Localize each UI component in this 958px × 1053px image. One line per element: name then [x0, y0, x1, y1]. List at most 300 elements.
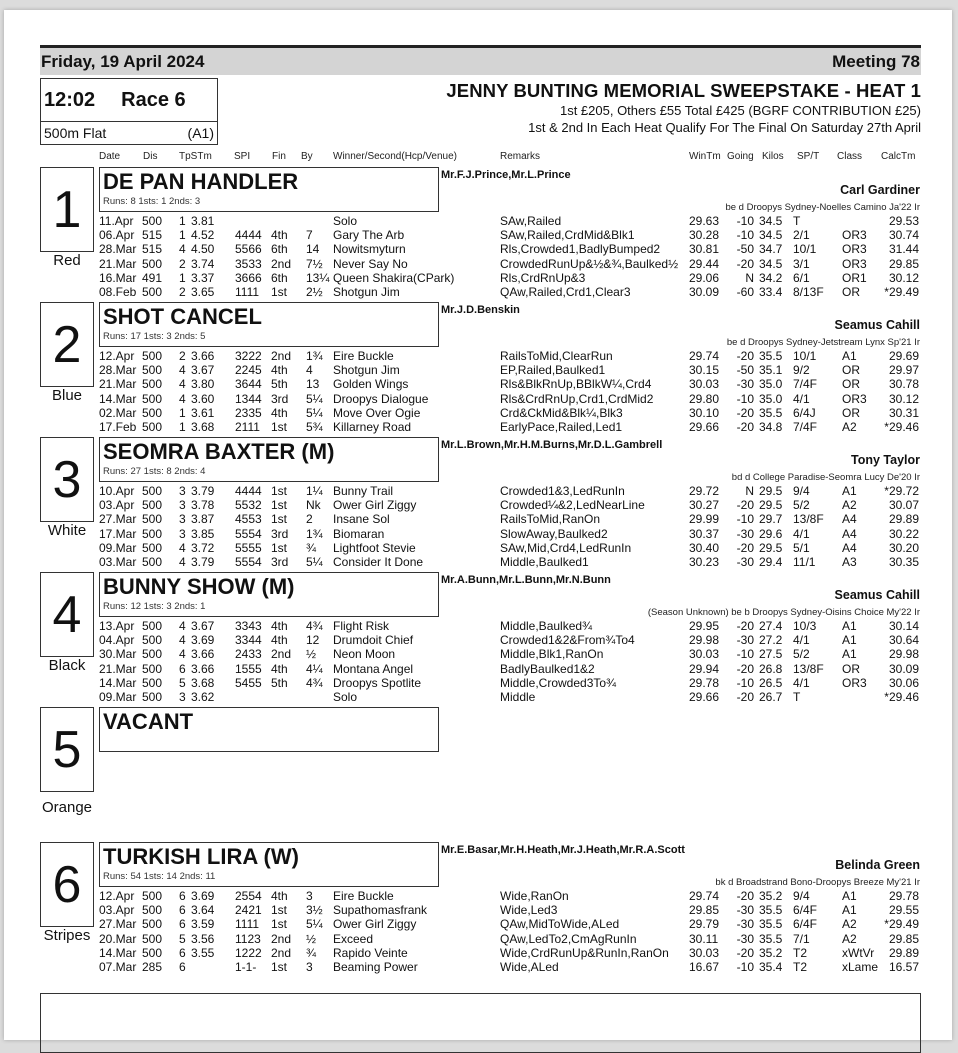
form-weight: 34.5	[759, 228, 783, 243]
form-sectional: 3.65	[191, 284, 215, 299]
form-finish: 4th	[271, 889, 288, 903]
form-finish: 1st	[271, 498, 288, 513]
form-weight: 27.5	[759, 647, 783, 662]
form-trap: 2	[179, 256, 186, 271]
form-class: OR	[842, 363, 860, 378]
form-date: 28.Mar	[99, 242, 137, 257]
col-spt: SP/T	[797, 151, 820, 162]
form-win-time: 30.03	[689, 377, 720, 392]
form-winner: Eire Buckle	[333, 349, 394, 363]
col-kilos: Kilos	[762, 151, 784, 162]
form-table	[99, 349, 921, 434]
form-sectional: 3.69	[191, 633, 215, 648]
form-class: OR3	[842, 228, 867, 243]
dog-name: BUNNY SHOW (M)	[103, 574, 295, 599]
owners: Mr.A.Bunn,Mr.L.Bunn,Mr.N.Bunn	[441, 574, 611, 586]
form-distance: 500	[142, 689, 163, 704]
col-winner: Winner/Second(Hcp/Venue)	[333, 151, 457, 162]
dog-name-box	[99, 707, 439, 752]
meeting-date: Friday, 19 April 2024	[41, 51, 205, 71]
form-distance-beaten: 5¾	[306, 419, 323, 434]
form-date: 17.Feb	[99, 419, 137, 434]
form-win-time: 29.94	[689, 661, 720, 676]
form-table	[99, 889, 921, 974]
form-remarks: Middle,Blk1,RanOn	[500, 647, 604, 662]
form-distance: 500	[142, 512, 163, 527]
form-row	[99, 960, 921, 974]
form-win-time: 29.72	[689, 484, 720, 498]
form-starting-price: 5/2	[793, 647, 810, 662]
form-row	[99, 541, 921, 555]
form-going: -10	[736, 391, 754, 406]
form-date: 03.Apr	[99, 498, 135, 513]
form-weight: 27.2	[759, 633, 783, 648]
form-class: OR	[842, 284, 860, 299]
form-going: -30	[736, 554, 754, 569]
form-finish: 4th	[271, 619, 288, 633]
form-winner: Killarney Road	[333, 419, 412, 434]
form-weight: 29.5	[759, 540, 783, 555]
form-winner: Ower Girl Ziggy	[333, 498, 417, 513]
form-winner: Drumdoit Chief	[333, 633, 414, 648]
form-split-positions: 1111	[235, 917, 260, 932]
form-class: A2	[842, 931, 857, 946]
form-weight: 35.2	[759, 889, 783, 903]
form-date: 09.Mar	[99, 540, 137, 555]
form-weight: 26.7	[759, 689, 783, 704]
form-winner: Never Say No	[333, 256, 408, 271]
form-finish: 2nd	[271, 349, 292, 363]
form-row	[99, 242, 921, 256]
form-split-positions: 5554	[235, 554, 262, 569]
form-winner: Montana Angel	[333, 661, 414, 676]
form-trap: 4	[179, 647, 186, 662]
form-remarks: Crowded1&2&From¾To4	[500, 633, 635, 648]
form-class: A1	[842, 484, 857, 498]
form-distance: 500	[142, 661, 163, 676]
form-win-time: 29.80	[689, 391, 720, 406]
form-calc-time: 29.69	[888, 349, 919, 363]
form-win-time: 29.95	[689, 619, 720, 633]
form-trap: 6	[179, 917, 186, 932]
form-split-positions: 4444	[235, 484, 262, 498]
form-starting-price: 6/4F	[793, 917, 818, 932]
form-starting-price: 8/13F	[793, 284, 824, 299]
form-distance: 515	[142, 228, 163, 243]
form-split-positions: 2421	[235, 903, 262, 918]
form-remarks: Crd&CkMid&Blk¼,Blk3	[500, 405, 623, 420]
form-win-time: 29.66	[689, 689, 720, 704]
form-starting-price: 9/4	[793, 484, 810, 498]
trap-colour: Blue	[51, 387, 83, 404]
form-distance-beaten: 7	[306, 228, 313, 243]
form-calc-time: 30.07	[888, 498, 919, 513]
dog-name: SHOT CANCEL	[103, 304, 262, 329]
trainer: Carl Gardiner	[840, 183, 920, 197]
form-winner: Flight Risk	[333, 619, 390, 633]
form-going: -20	[736, 405, 754, 420]
form-trap: 3	[179, 512, 186, 527]
form-going: N	[745, 484, 754, 498]
trainer: Tony Taylor	[851, 453, 920, 467]
trap-number: 4	[40, 572, 94, 657]
form-sectional: 3.56	[191, 931, 215, 946]
form-calc-time: 30.74	[888, 228, 919, 243]
form-winner: Beaming Power	[333, 959, 418, 974]
col-date: Date	[99, 151, 121, 162]
meeting-number: Meeting 78	[832, 51, 920, 71]
form-trap: 2	[179, 284, 186, 299]
form-win-time: 29.78	[689, 675, 720, 690]
trap-colour: Black	[48, 657, 86, 674]
form-calc-time: 29.78	[888, 889, 919, 903]
form-sectional: 3.62	[191, 689, 215, 704]
race-time: 12:02	[44, 88, 96, 111]
form-row	[99, 662, 921, 676]
form-distance: 500	[142, 917, 163, 932]
form-sectional: 3.67	[191, 363, 215, 378]
form-win-time: 30.03	[689, 945, 720, 960]
trap-colour: Red	[53, 252, 81, 269]
form-distance: 500	[142, 619, 163, 633]
form-winner: Lightfoot Stevie	[333, 540, 416, 555]
form-starting-price: T	[793, 689, 801, 704]
form-calc-time: 30.20	[888, 540, 919, 555]
form-date: 12.Apr	[99, 349, 135, 363]
trainer: Seamus Cahill	[834, 588, 920, 602]
form-trap: 3	[179, 689, 186, 704]
form-row	[99, 349, 921, 363]
form-sectional: 3.69	[191, 889, 215, 903]
form-sectional: 4.50	[191, 242, 215, 257]
form-winner: Eire Buckle	[333, 889, 394, 903]
form-remarks: Rls&CrdRnUp,Crd1,CrdMid2	[500, 391, 654, 406]
form-distance: 500	[142, 498, 163, 513]
form-trap: 4	[179, 242, 186, 257]
form-win-time: 30.03	[689, 647, 720, 662]
form-table	[99, 214, 921, 299]
form-starting-price: 9/2	[793, 363, 810, 378]
form-row	[99, 932, 921, 946]
form-winner: Droopys Spotlite	[333, 675, 422, 690]
form-starting-price: 7/1	[793, 931, 810, 946]
form-trap: 1	[179, 228, 186, 243]
form-split-positions: 2433	[235, 647, 262, 662]
trainer: Seamus Cahill	[834, 318, 920, 332]
form-remarks: BadlyBaulked1&2	[500, 661, 595, 676]
form-weight: 34.5	[759, 214, 783, 228]
trainer: Belinda Green	[835, 858, 920, 872]
form-distance: 500	[142, 526, 163, 541]
form-going: -30	[736, 633, 754, 648]
form-going: -20	[736, 498, 754, 513]
form-date: 08.Feb	[99, 284, 137, 299]
form-split-positions: 3344	[235, 633, 262, 648]
form-remarks: Rls&BlkRnUp,BBlkW¼,Crd4	[500, 377, 652, 392]
form-distance-beaten: 4¼	[306, 661, 323, 676]
form-class: A4	[842, 512, 857, 527]
form-finish: 1st	[271, 540, 288, 555]
form-distance-beaten: 2	[306, 512, 313, 527]
form-remarks: Wide,CrdRunUp&RunIn,RanOn	[500, 945, 669, 960]
col-wintm: WinTm	[689, 151, 721, 162]
form-distance-beaten: 14	[306, 242, 320, 257]
form-finish: 3rd	[271, 554, 289, 569]
form-class: A4	[842, 526, 857, 541]
form-remarks: Middle,Baulked¾	[500, 619, 593, 633]
form-split-positions: 5555	[235, 540, 262, 555]
form-starting-price: 9/4	[793, 889, 810, 903]
form-class: A1	[842, 619, 857, 633]
form-remarks: SAw,Mid,Crd4,LedRunIn	[500, 540, 632, 555]
col-tpstm: TpSTm	[179, 151, 212, 162]
form-date: 03.Apr	[99, 903, 135, 918]
form-trap: 1	[179, 419, 186, 434]
form-calc-time: *29.46	[884, 419, 919, 434]
form-split-positions: 3343	[235, 619, 262, 633]
race-number: Race 6	[121, 88, 186, 111]
form-sectional: 3.37	[191, 270, 215, 285]
trap-colour: White	[47, 522, 87, 539]
race-title: JENNY BUNTING MEMORIAL SWEEPSTAKE - HEAT 1	[446, 80, 921, 101]
form-finish: 3rd	[271, 391, 289, 406]
form-row	[99, 619, 921, 633]
form-distance-beaten: 3	[306, 889, 313, 903]
form-table	[99, 619, 921, 704]
form-remarks: SlowAway,Baulked2	[500, 526, 608, 541]
form-trap: 6	[179, 661, 186, 676]
form-weight: 35.4	[759, 959, 783, 974]
race-distance-box	[40, 121, 218, 145]
form-sectional: 3.68	[191, 675, 215, 690]
form-starting-price: 4/1	[793, 633, 810, 648]
form-sectional: 3.72	[191, 540, 215, 555]
form-trap: 1	[179, 270, 186, 285]
form-split-positions: 1111	[235, 284, 260, 299]
form-winner: Queen Shakira(CPark)	[333, 270, 455, 285]
form-distance-beaten: 4¾	[306, 619, 323, 633]
form-finish: 1st	[271, 512, 288, 527]
form-weight: 35.5	[759, 349, 783, 363]
dog-name: SEOMRA BAXTER (M)	[103, 439, 335, 464]
form-remarks: QAw,Railed,Crd1,Clear3	[500, 284, 631, 299]
form-distance-beaten: ¾	[306, 945, 317, 960]
form-remarks: Crowded¼&2,LedNearLine	[500, 498, 645, 513]
form-class: A1	[842, 349, 857, 363]
form-sectional: 4.52	[191, 228, 215, 243]
form-class: OR3	[842, 675, 867, 690]
form-date: 04.Apr	[99, 633, 135, 648]
form-date: 16.Mar	[99, 270, 137, 285]
form-winner: Bunny Trail	[333, 484, 394, 498]
form-going: -20	[736, 689, 754, 704]
form-trap: 6	[179, 945, 186, 960]
form-split-positions: 2111	[235, 419, 260, 434]
dog-name: TURKISH LIRA (W)	[103, 844, 299, 869]
form-row	[99, 377, 921, 391]
dog-name: DE PAN HANDLER	[103, 169, 299, 194]
dog-name-box	[99, 437, 439, 482]
form-distance: 500	[142, 889, 163, 903]
form-starting-price: 5/1	[793, 540, 810, 555]
form-calc-time: *29.49	[884, 917, 919, 932]
form-finish: 4th	[271, 228, 288, 243]
form-row	[99, 946, 921, 960]
form-distance: 500	[142, 405, 163, 420]
form-winner: Exceed	[333, 931, 374, 946]
form-finish: 6th	[271, 242, 288, 257]
form-calc-time: 30.12	[888, 270, 919, 285]
form-distance: 500	[142, 484, 163, 498]
form-finish: 6th	[271, 270, 288, 285]
form-calc-time: *29.46	[884, 689, 919, 704]
form-calc-time: 29.97	[888, 363, 919, 378]
form-finish: 1st	[271, 419, 288, 434]
form-class: OR3	[842, 391, 867, 406]
form-weight: 34.8	[759, 419, 783, 434]
form-weight: 35.5	[759, 917, 783, 932]
form-winner: Golden Wings	[333, 377, 409, 392]
form-win-time: 30.37	[689, 526, 720, 541]
form-finish: 1st	[271, 284, 288, 299]
form-calc-time: 30.78	[888, 377, 919, 392]
date-bar	[40, 48, 921, 75]
form-win-time: 29.99	[689, 512, 720, 527]
form-date: 09.Mar	[99, 689, 137, 704]
race-distance: 500m Flat	[44, 125, 107, 141]
form-calc-time: 30.31	[888, 405, 919, 420]
form-split-positions: 5566	[235, 242, 262, 257]
form-going: -10	[736, 512, 754, 527]
form-calc-time: 30.06	[888, 675, 919, 690]
form-row	[99, 363, 921, 377]
form-distance-beaten: ¾	[306, 540, 317, 555]
form-win-time: 29.79	[689, 917, 720, 932]
form-distance-beaten: ½	[306, 931, 317, 946]
form-sectional: 3.79	[191, 554, 215, 569]
form-trap: 4	[179, 540, 186, 555]
form-starting-price: 7/4F	[793, 377, 818, 392]
dog-name-box	[99, 572, 439, 617]
form-date: 02.Mar	[99, 405, 137, 420]
form-row	[99, 498, 921, 512]
form-going: -20	[736, 349, 754, 363]
form-win-time: 29.74	[689, 889, 720, 903]
form-starting-price: 10/1	[793, 349, 817, 363]
col-going: Going	[727, 151, 754, 162]
form-split-positions: 1222	[235, 945, 262, 960]
form-date: 14.Mar	[99, 945, 137, 960]
col-by: By	[301, 151, 313, 162]
form-distance-beaten: 5¼	[306, 391, 323, 406]
form-sectional: 3.66	[191, 661, 215, 676]
form-date: 11.Apr	[99, 214, 134, 228]
form-distance: 500	[142, 554, 163, 569]
form-date: 21.Mar	[99, 661, 137, 676]
trap-colour: Stripes	[43, 927, 91, 944]
form-distance-beaten: 5¼	[306, 554, 323, 569]
form-distance: 515	[142, 242, 163, 257]
form-going: -50	[736, 242, 754, 257]
form-win-time: 29.66	[689, 419, 720, 434]
form-remarks: SAw,Railed,CrdMid&Blk1	[500, 228, 635, 243]
form-starting-price: 13/8F	[793, 512, 824, 527]
form-win-time: 29.06	[689, 270, 720, 285]
dog-run-stats: Runs: 27 1sts: 8 2nds: 4	[103, 466, 206, 477]
form-win-time: 30.27	[689, 498, 720, 513]
form-trap: 4	[179, 363, 186, 378]
form-remarks: Wide,RanOn	[500, 889, 569, 903]
form-distance-beaten: 3½	[306, 903, 323, 918]
form-going: -60	[736, 284, 754, 299]
form-date: 03.Mar	[99, 554, 137, 569]
form-going: -10	[736, 959, 754, 974]
form-date: 27.Mar	[99, 512, 137, 527]
form-winner: Solo	[333, 214, 358, 228]
form-row	[99, 647, 921, 661]
form-date: 30.Mar	[99, 647, 137, 662]
form-finish: 2nd	[271, 647, 292, 662]
form-trap: 1	[179, 214, 186, 228]
form-weight: 34.5	[759, 256, 783, 271]
form-trap: 1	[179, 405, 186, 420]
breeding: be d Droopys Sydney-Jetstream Lynx Sp'21 Ir	[726, 337, 920, 348]
form-win-time: 30.81	[689, 242, 720, 257]
dog-name: VACANT	[103, 709, 194, 734]
trap-colour: Orange	[41, 799, 93, 816]
form-remarks: SAw,Railed	[500, 214, 562, 228]
form-calc-time: 30.09	[888, 661, 919, 676]
form-split-positions: 1-1-	[235, 959, 257, 974]
form-going: -20	[736, 889, 754, 903]
form-winner: Consider It Done	[333, 554, 424, 569]
form-distance: 500	[142, 675, 163, 690]
form-trap: 3	[179, 484, 186, 498]
form-sectional: 3.60	[191, 391, 215, 406]
form-weight: 35.0	[759, 391, 783, 406]
form-distance: 500	[142, 349, 163, 363]
form-trap: 3	[179, 526, 186, 541]
owners: Mr.J.D.Benskin	[441, 304, 520, 316]
form-distance-beaten: 5¼	[306, 917, 323, 932]
form-going: -50	[736, 363, 754, 378]
form-finish: 1st	[271, 484, 288, 498]
form-row	[99, 392, 921, 406]
form-sectional: 3.59	[191, 917, 215, 932]
form-win-time: 16.67	[689, 959, 720, 974]
form-split-positions: 2335	[235, 405, 262, 420]
form-finish: 1st	[271, 903, 288, 918]
form-class: A1	[842, 903, 857, 918]
form-going: -10	[736, 675, 754, 690]
form-winner: Shotgun Jim	[333, 363, 400, 378]
form-starting-price: 6/4F	[793, 903, 818, 918]
form-weight: 34.2	[759, 270, 783, 285]
form-remarks: Middle	[500, 689, 536, 704]
form-winner: Rapido Veinte	[333, 945, 408, 960]
prize-money: 1st £205, Others £55 Total £425 (BGRF CONTRIBUTION £25)	[559, 103, 921, 118]
form-remarks: RailsToMid,ClearRun	[500, 349, 613, 363]
form-winner: Solo	[333, 689, 358, 704]
form-finish: 2nd	[271, 931, 292, 946]
form-distance-beaten: 7½	[306, 256, 323, 271]
form-date: 06.Apr	[99, 228, 135, 243]
form-winner: Insane Sol	[333, 512, 390, 527]
form-win-time: 30.28	[689, 228, 720, 243]
form-date: 27.Mar	[99, 917, 137, 932]
form-distance-beaten: ½	[306, 647, 317, 662]
form-weight: 26.8	[759, 661, 783, 676]
